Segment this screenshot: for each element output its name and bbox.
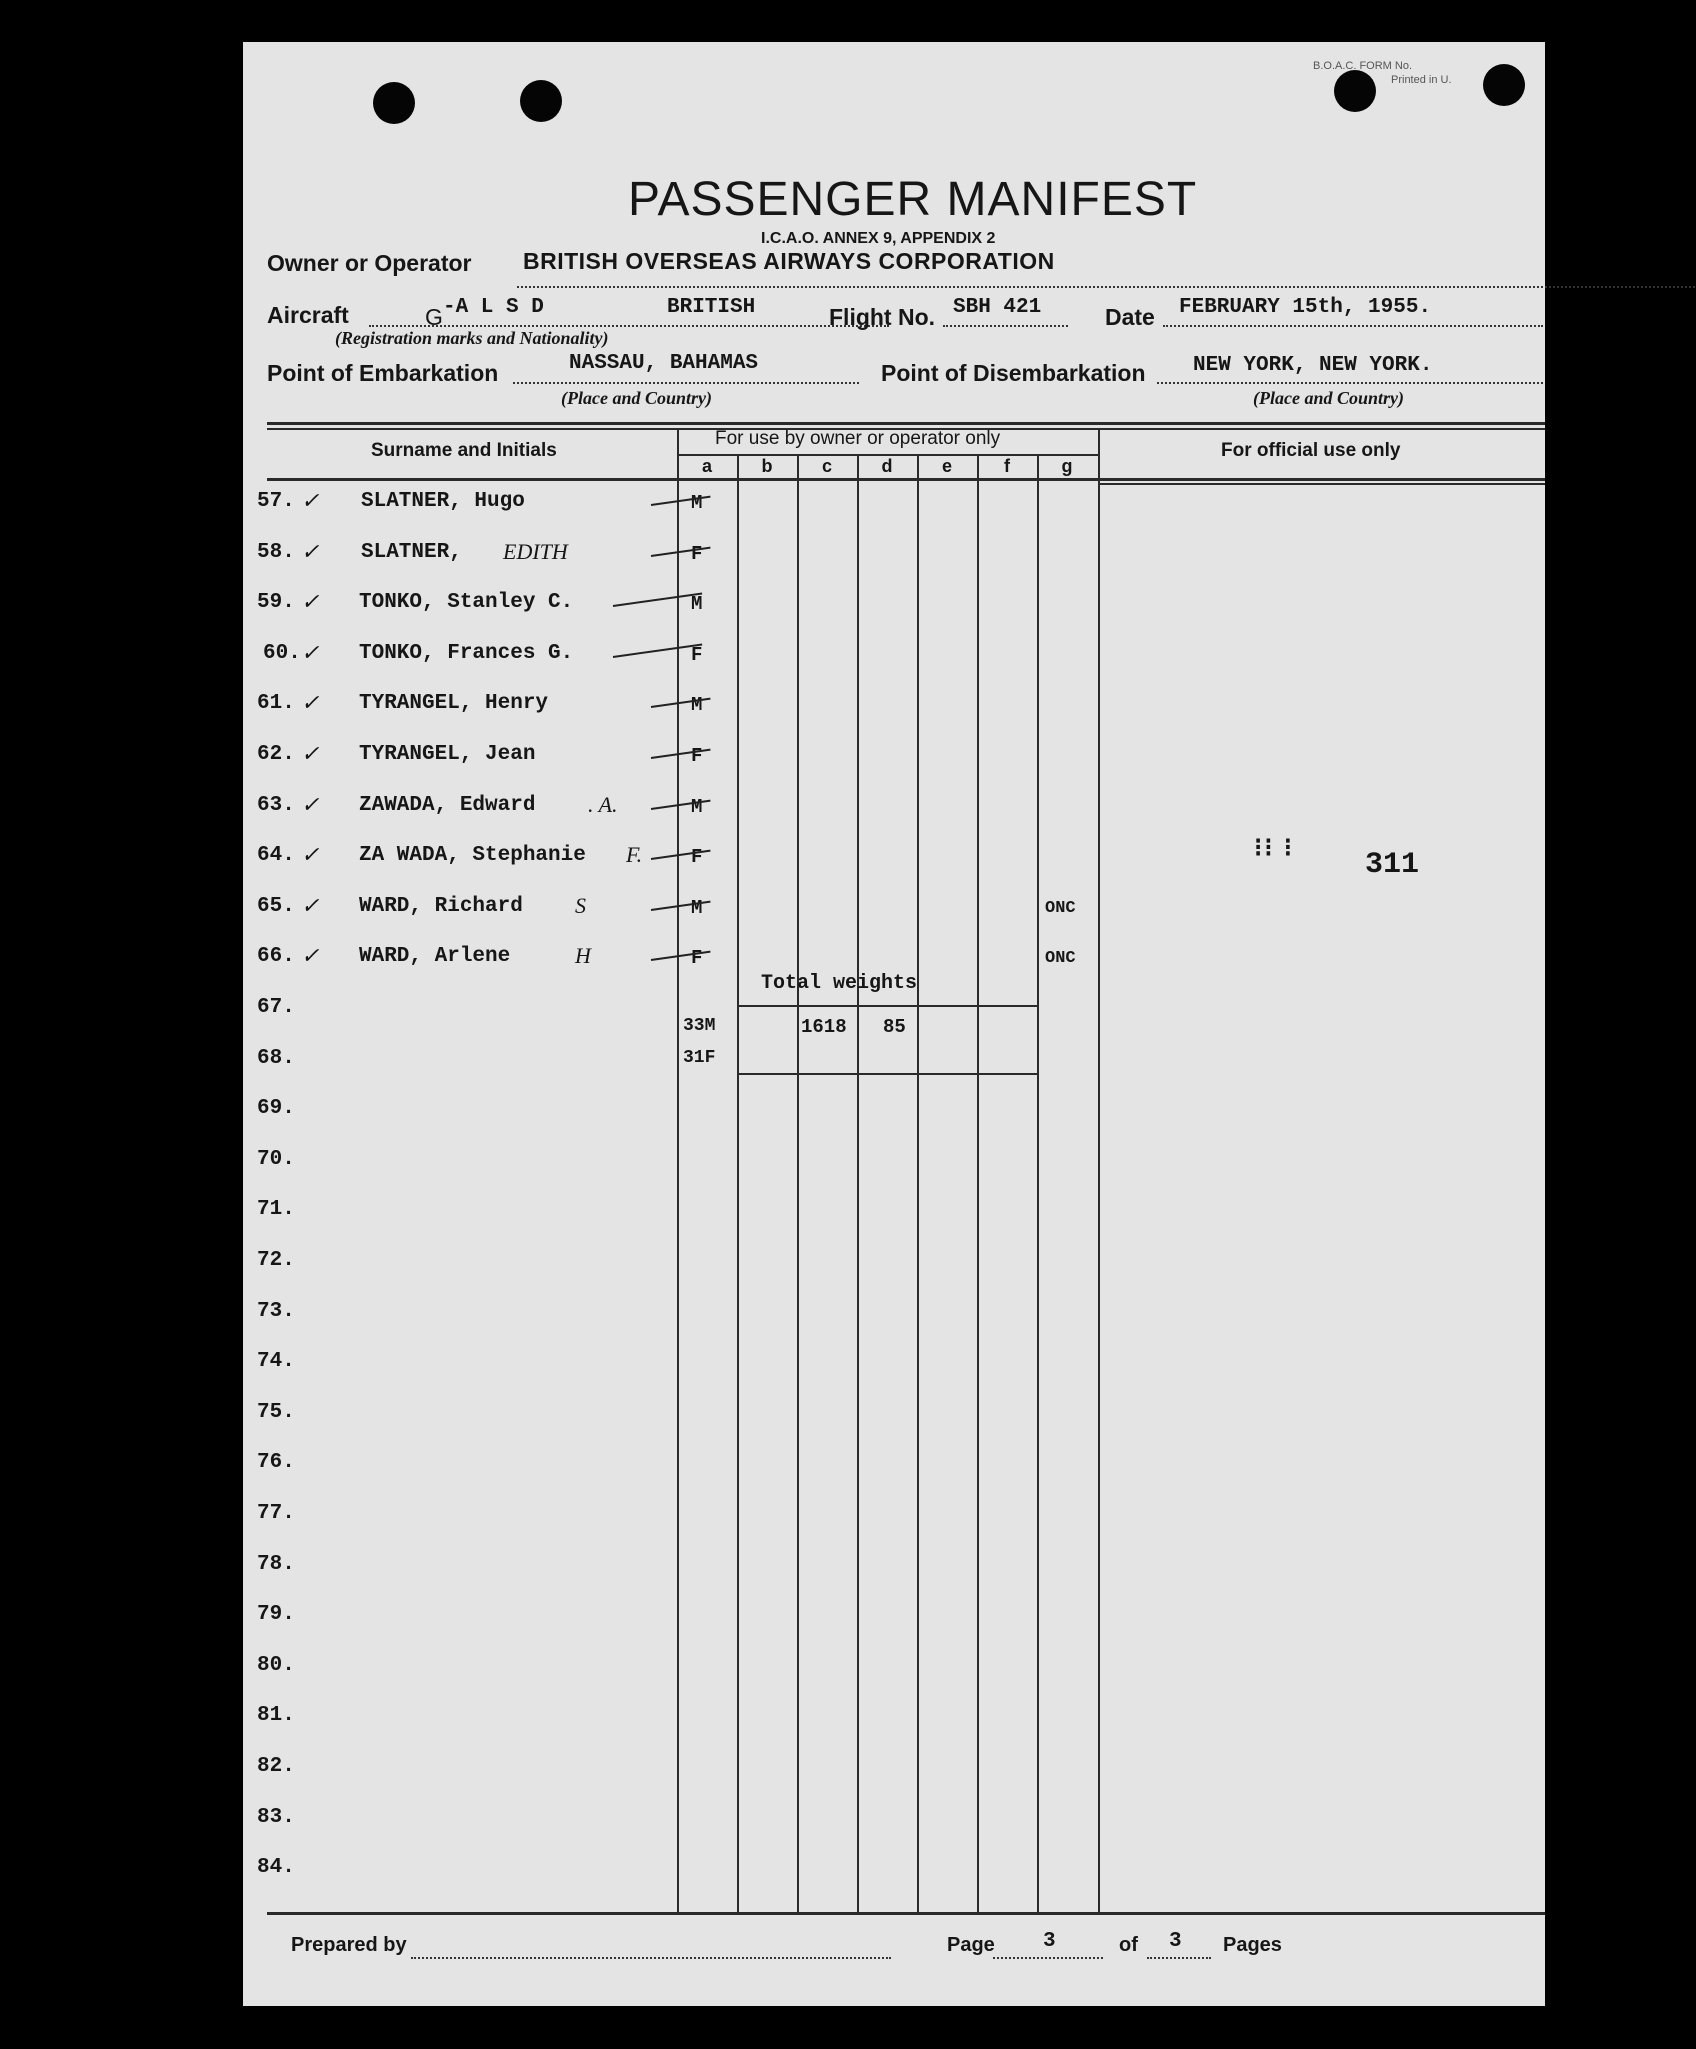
passenger-sex: M <box>691 795 703 818</box>
passenger-sex: F <box>691 947 703 970</box>
column-divider <box>1098 430 1100 1912</box>
table-top-rule <box>267 422 1545 425</box>
row-number: 80. <box>257 1653 295 1677</box>
row-number: 69. <box>257 1097 295 1121</box>
row-checkmark: ✓ <box>301 690 320 716</box>
column-header-d: d <box>881 456 893 476</box>
embark-rule <box>513 382 859 384</box>
surname-header: Surname and Initials <box>371 440 557 461</box>
column-header-b: b <box>761 456 773 476</box>
row-number: 59. <box>257 591 295 615</box>
flight-value: SBH 421 <box>953 296 1042 319</box>
row-number: 71. <box>257 1198 295 1222</box>
row-number: 60. <box>263 641 301 665</box>
row-checkmark: ✓ <box>301 842 320 868</box>
date-rule <box>1163 325 1543 327</box>
footer-rule <box>267 1912 1545 1915</box>
row-number: 62. <box>257 743 295 766</box>
passenger-initial-handwritten: S <box>575 892 586 918</box>
column-g-value: ONC <box>1045 949 1076 969</box>
official-stamp-number: 311 <box>1365 848 1420 882</box>
totals-c: 1618 <box>801 1016 847 1038</box>
column-divider <box>677 430 679 1912</box>
column-header-a: a <box>701 456 712 476</box>
row-number: 63. <box>257 793 295 817</box>
form-number: B.O.A.C. FORM No. <box>1313 60 1413 72</box>
totals-label: Total weights <box>761 972 918 995</box>
passenger-name: SLATNER, Hugo <box>361 490 525 513</box>
passenger-name: ZA WADA, Stephanie <box>359 844 586 868</box>
aircraft-note: (Registration marks and Nationality) <box>335 328 609 348</box>
total-pages: 3 <box>1169 1930 1182 1953</box>
totals-a-line1: 33M <box>683 1016 716 1036</box>
column-divider <box>1037 454 1039 1912</box>
totals-a-line2: 31F <box>683 1048 716 1068</box>
strike-through-line <box>613 643 702 658</box>
operator-header: For use by owner or operator only <box>715 428 1001 449</box>
column-header-e: e <box>941 456 952 476</box>
row-checkmark: ✓ <box>301 488 320 513</box>
passenger-name: TYRANGEL, Jean <box>359 743 536 766</box>
column-header-f: f <box>1004 456 1010 476</box>
row-number: 72. <box>257 1249 295 1272</box>
embark-note: (Place and Country) <box>561 388 712 408</box>
row-number: 83. <box>257 1805 295 1829</box>
punch-hole <box>520 80 562 122</box>
row-number: 74. <box>257 1350 295 1374</box>
passenger-sex: F <box>691 643 703 666</box>
row-checkmark: ✓ <box>301 639 320 665</box>
passenger-name: TONKO, Frances G. <box>359 641 574 665</box>
column-g-value: ONC <box>1045 898 1076 918</box>
row-number: 58. <box>257 540 295 564</box>
row-checkmark: ✓ <box>301 741 320 766</box>
row-number: 82. <box>257 1755 295 1778</box>
row-checkmark: ✓ <box>301 589 320 615</box>
row-number: 65. <box>257 894 295 918</box>
totals-bottom-rule <box>737 1073 1037 1075</box>
row-number: 67. <box>257 996 295 1019</box>
column-header-g: g <box>1061 456 1073 476</box>
passenger-sex: F <box>691 745 703 767</box>
embark-label: Point of Embarkation <box>267 360 499 386</box>
official-header: For official use only <box>1221 440 1401 461</box>
owner-label: Owner or Operator <box>267 250 472 276</box>
date-label: Date <box>1105 304 1155 330</box>
column-divider <box>737 454 739 1912</box>
punch-hole <box>1334 70 1376 112</box>
passenger-initial-handwritten: F. <box>626 842 643 868</box>
page-title: PASSENGER MANIFEST <box>628 173 1198 226</box>
aircraft-reg: -A L S D <box>443 296 544 319</box>
passenger-name: TONKO, Stanley C. <box>359 591 574 615</box>
row-checkmark: ✓ <box>301 538 320 564</box>
date-value: FEBRUARY 15th, 1955. <box>1179 296 1432 319</box>
row-number: 78. <box>257 1552 295 1576</box>
passenger-initial-handwritten: . A. <box>588 791 618 817</box>
punch-hole <box>1483 64 1525 106</box>
row-number: 61. <box>257 692 295 716</box>
aircraft-nationality: BRITISH <box>667 296 756 319</box>
passenger-initial-handwritten: H <box>575 943 591 969</box>
passenger-sex: F <box>691 542 703 565</box>
column-divider <box>977 454 979 1912</box>
pages-label: Pages <box>1223 1934 1282 1956</box>
prepared-label: Prepared by <box>291 1934 407 1956</box>
column-divider <box>797 454 799 1912</box>
page-subtitle: I.C.A.O. ANNEX 9, APPENDIX 2 <box>761 230 996 247</box>
prepared-rule <box>411 1957 891 1959</box>
row-number: 68. <box>257 1046 295 1070</box>
official-stamp-dots: ⁝⁝ ⁝ <box>1254 832 1295 862</box>
owner-value: BRITISH OVERSEAS AIRWAYS CORPORATION <box>523 248 1055 274</box>
row-number: 76. <box>257 1451 295 1475</box>
aircraft-label: Aircraft <box>267 302 349 328</box>
disembark-value: NEW YORK, NEW YORK. <box>1193 354 1433 377</box>
table-header-bottom-rule-2 <box>1098 483 1545 485</box>
flight-rule <box>943 325 1068 327</box>
passenger-sex: M <box>691 492 703 514</box>
row-checkmark: ✓ <box>301 892 320 918</box>
page-rule <box>993 1957 1103 1959</box>
of-label: of <box>1119 1934 1138 1956</box>
owner-rule <box>517 286 1696 288</box>
totals-d: 85 <box>883 1016 906 1038</box>
punch-hole <box>373 82 415 124</box>
disembark-label: Point of Disembarkation <box>881 360 1146 386</box>
passenger-name: SLATNER, <box>361 540 462 564</box>
row-number: 66. <box>257 945 295 969</box>
passenger-sex: M <box>691 694 703 717</box>
disembark-rule <box>1157 382 1543 384</box>
passenger-sex: M <box>691 593 703 616</box>
column-divider <box>857 454 859 1912</box>
passenger-sex: M <box>691 896 703 919</box>
table-header-bottom-rule <box>267 478 1545 481</box>
totals-top-rule <box>737 1005 1037 1007</box>
disembark-note: (Place and Country) <box>1253 388 1404 408</box>
column-divider <box>917 454 919 1912</box>
strike-through-line <box>613 593 702 608</box>
row-number: 77. <box>257 1502 295 1525</box>
row-number: 81. <box>257 1704 295 1728</box>
row-checkmark: ✓ <box>301 943 320 969</box>
row-checkmark: ✓ <box>301 791 320 817</box>
column-header-c: c <box>821 456 832 476</box>
page-label: Page <box>947 1934 995 1956</box>
manifest-sheet <box>243 42 1545 2006</box>
row-number: 75. <box>257 1400 295 1424</box>
row-number: 84. <box>257 1856 295 1880</box>
printed-in: Printed in U. <box>1391 74 1452 86</box>
row-number: 64. <box>257 844 295 868</box>
row-number: 79. <box>257 1603 295 1627</box>
aircraft-reg-prefix: G <box>425 304 443 330</box>
total-pages-rule <box>1147 1957 1211 1959</box>
passenger-name: WARD, Arlene <box>359 945 511 969</box>
passenger-sex: F <box>691 846 703 869</box>
aircraft-rule <box>369 325 889 327</box>
passenger-initial-handwritten: EDITH <box>503 538 568 564</box>
embark-value: NASSAU, BAHAMAS <box>569 352 759 375</box>
page-value: 3 <box>1043 1930 1056 1953</box>
row-number: 70. <box>257 1147 295 1171</box>
flight-label: Flight No. <box>829 304 936 330</box>
row-number: 73. <box>257 1299 295 1323</box>
passenger-name: ZAWADA, Edward <box>359 793 536 817</box>
passenger-name: TYRANGEL, Henry <box>359 692 549 716</box>
row-number: 57. <box>257 490 295 513</box>
passenger-name: WARD, Richard <box>359 894 523 918</box>
